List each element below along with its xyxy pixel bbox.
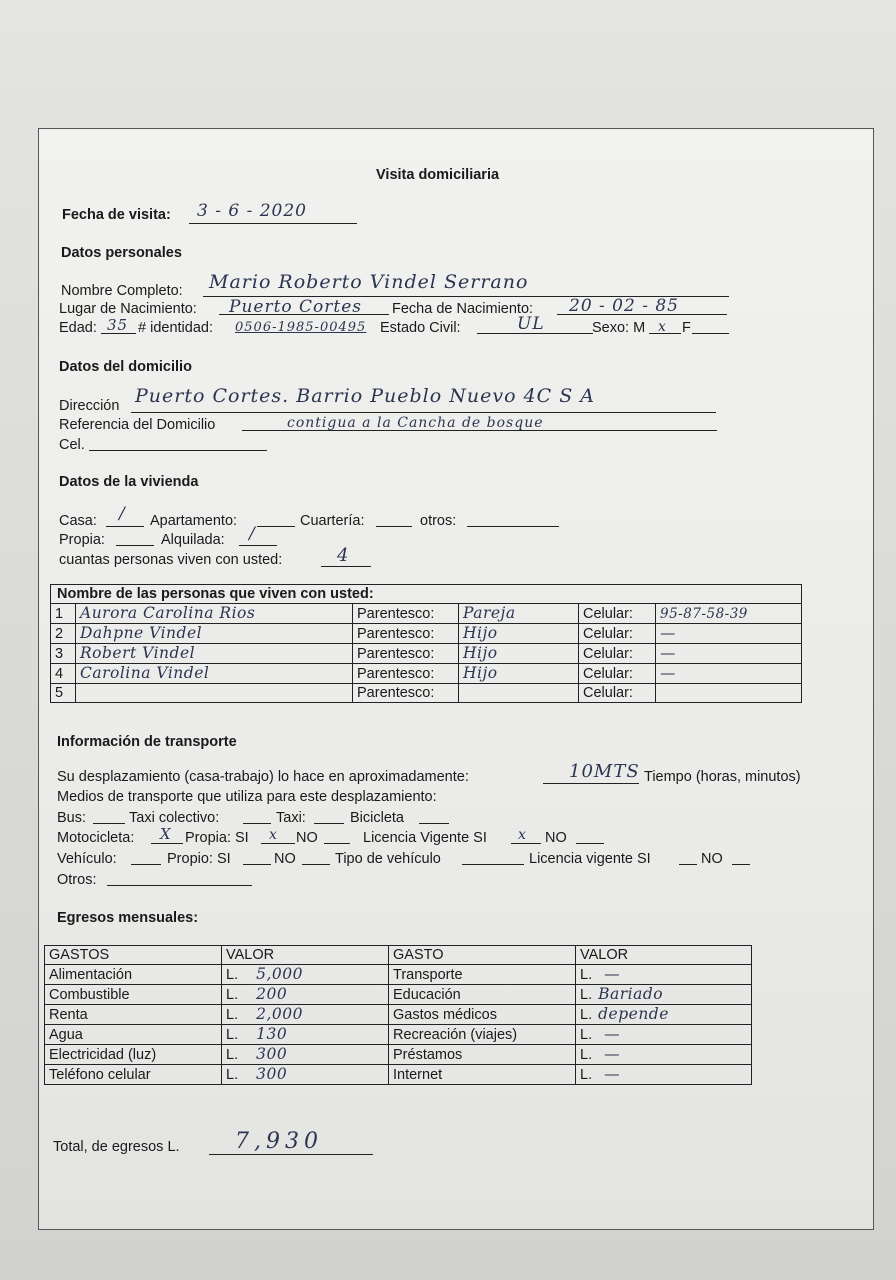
visit-date-underline bbox=[189, 223, 357, 224]
age-label: Edad: bbox=[59, 320, 97, 336]
expense-right-value[interactable]: Bariado bbox=[598, 985, 664, 1003]
section-domicile-heading: Datos del domicilio bbox=[59, 359, 192, 375]
people-table-header-row bbox=[51, 585, 802, 604]
col-valor2: VALOR bbox=[576, 946, 752, 965]
visit-date-label: Fecha de visita: bbox=[62, 207, 171, 223]
civil-label: Estado Civil: bbox=[380, 320, 461, 336]
col-valor: VALOR bbox=[222, 946, 389, 965]
currency: L. bbox=[580, 967, 593, 983]
row-number: 3 bbox=[51, 644, 76, 664]
otros-label: otros: bbox=[420, 513, 457, 529]
cel-underline bbox=[89, 450, 267, 451]
alquilada-mark[interactable]: / bbox=[249, 524, 256, 544]
table-row bbox=[51, 624, 802, 644]
currency: L. bbox=[580, 987, 593, 1003]
expense-left-value[interactable]: 300 bbox=[256, 1045, 288, 1063]
row-number: 2 bbox=[51, 624, 76, 644]
currency: L. bbox=[226, 1067, 239, 1083]
address-label: Dirección bbox=[59, 398, 120, 414]
currency: L. bbox=[226, 1027, 239, 1043]
taxi-underline bbox=[314, 823, 344, 824]
birthdate-label: Fecha de Nacimiento: bbox=[392, 301, 534, 317]
bicicleta-underline bbox=[419, 823, 449, 824]
bus-label: Bus: bbox=[57, 810, 87, 826]
vehiculo-underline bbox=[131, 864, 161, 865]
currency: L. bbox=[580, 1047, 593, 1063]
celular-label: Celular: bbox=[579, 644, 656, 664]
row-number: 5 bbox=[51, 684, 76, 703]
row-number: 1 bbox=[51, 604, 76, 624]
person-relation[interactable]: Pareja bbox=[463, 604, 516, 622]
expense-left-label: Combustible bbox=[45, 985, 222, 1005]
currency: L. bbox=[580, 1007, 593, 1023]
parentesco-label: Parentesco: bbox=[353, 644, 459, 664]
licencia2-underline bbox=[679, 864, 697, 865]
col-gastos: GASTOS bbox=[45, 946, 222, 965]
id-value[interactable]: 0506-1985-00495 bbox=[235, 320, 367, 335]
civil-value[interactable]: UL bbox=[517, 314, 545, 334]
expense-right-value[interactable]: — bbox=[604, 1025, 621, 1043]
licencia-mark[interactable]: x bbox=[518, 827, 527, 843]
person-name[interactable]: Robert Vindel bbox=[80, 644, 196, 662]
licencia2-no-underline bbox=[732, 864, 750, 865]
currency: L. bbox=[226, 1007, 239, 1023]
licencia-underline bbox=[511, 843, 541, 844]
apartamento-label: Apartamento: bbox=[150, 513, 238, 529]
taxi-colectivo-underline bbox=[243, 823, 271, 824]
table-row bbox=[45, 1025, 752, 1045]
moto-propia-label: Propia: SI bbox=[185, 830, 249, 846]
vehiculo-propio-label: Propio: SI bbox=[167, 851, 231, 867]
currency: L. bbox=[226, 1047, 239, 1063]
currency: L. bbox=[226, 987, 239, 1003]
person-name[interactable]: Aurora Carolina Rios bbox=[80, 604, 256, 622]
expense-right-label: Educación bbox=[389, 985, 576, 1005]
parentesco-label: Parentesco: bbox=[353, 684, 459, 703]
section-housing-heading: Datos de la vivienda bbox=[59, 474, 199, 490]
parentesco-label: Parentesco: bbox=[353, 664, 459, 684]
sex-f-underline bbox=[692, 333, 729, 334]
casa-label: Casa: bbox=[59, 513, 97, 529]
casa-underline bbox=[106, 526, 144, 527]
col-gasto: GASTO bbox=[389, 946, 576, 965]
moto-mark[interactable]: X bbox=[160, 825, 172, 843]
expenses-table bbox=[44, 945, 752, 1085]
alquilada-label: Alquilada: bbox=[161, 532, 225, 548]
reference-value[interactable]: contigua a la Cancha de bosque bbox=[287, 415, 544, 431]
row-number: 4 bbox=[51, 664, 76, 684]
moto-propia-mark[interactable]: x bbox=[269, 827, 278, 843]
table-row bbox=[45, 1045, 752, 1065]
transport-time-units: Tiempo (horas, minutos) bbox=[644, 769, 801, 785]
expense-right-value[interactable]: depende bbox=[598, 1005, 669, 1023]
tipo-vehiculo-label: Tipo de vehículo bbox=[335, 851, 441, 867]
expense-right-label: Transporte bbox=[389, 965, 576, 985]
otros-transport-label: Otros: bbox=[57, 872, 97, 888]
person-relation[interactable]: Hijo bbox=[463, 664, 498, 682]
expense-right-value[interactable]: — bbox=[604, 1045, 621, 1063]
total-value[interactable]: 7,930 bbox=[235, 1129, 323, 1154]
name-label: Nombre Completo: bbox=[61, 283, 183, 299]
bus-underline bbox=[93, 823, 125, 824]
total-label: Total, de egresos L. bbox=[53, 1139, 180, 1155]
moto-underline bbox=[151, 843, 183, 844]
birthplace-label: Lugar de Nacimiento: bbox=[59, 301, 197, 317]
sex-f-label: F bbox=[682, 320, 691, 336]
sex-mark[interactable]: x bbox=[658, 319, 667, 335]
sex-label: Sexo: M bbox=[592, 320, 646, 336]
expense-right-value[interactable]: — bbox=[604, 1065, 621, 1083]
tipo-vehiculo-underline bbox=[462, 864, 524, 865]
table-row bbox=[45, 1005, 752, 1025]
name-value[interactable]: Mario Roberto Vindel Serrano bbox=[209, 271, 529, 293]
person-name[interactable]: Dahpne Vindel bbox=[80, 624, 203, 642]
expense-right-label: Préstamos bbox=[389, 1045, 576, 1065]
transport-time-underline bbox=[543, 783, 639, 784]
table-row bbox=[45, 965, 752, 985]
licencia-no-underline bbox=[576, 843, 604, 844]
expense-left-label: Agua bbox=[45, 1025, 222, 1045]
table-row bbox=[51, 664, 802, 684]
people-table-header: Nombre de las personas que viven con usted: bbox=[51, 585, 802, 604]
address-value[interactable]: Puerto Cortes. Barrio Pueblo Nuevo 4C S A bbox=[135, 385, 595, 407]
currency: L. bbox=[226, 967, 239, 983]
expense-left-value[interactable]: 130 bbox=[256, 1025, 288, 1043]
transport-means-label: Medios de transporte que utiliza para este desplazamiento: bbox=[57, 789, 437, 805]
expense-left-label: Electricidad (luz) bbox=[45, 1045, 222, 1065]
expense-left-value[interactable]: 200 bbox=[256, 985, 288, 1003]
table-row bbox=[45, 985, 752, 1005]
person-relation[interactable]: Hijo bbox=[463, 644, 498, 662]
celular-label: Celular: bbox=[579, 664, 656, 684]
table-row bbox=[45, 1065, 752, 1085]
form-title: Visita domiciliaria bbox=[376, 167, 500, 183]
vehiculo-propio-underline bbox=[243, 864, 271, 865]
expenses-header-row bbox=[45, 946, 752, 965]
licencia2-label: Licencia vigente SI bbox=[529, 851, 651, 867]
expense-left-label: Alimentación bbox=[45, 965, 222, 985]
count-underline bbox=[321, 566, 371, 567]
table-row bbox=[51, 684, 802, 703]
person-phone[interactable]: 95-87-58-39 bbox=[660, 605, 748, 622]
vehiculo-no-label: NO bbox=[274, 851, 296, 867]
table-row bbox=[51, 604, 802, 624]
cuarteria-underline bbox=[376, 526, 412, 527]
expense-left-label: Teléfono celular bbox=[45, 1065, 222, 1085]
address-underline bbox=[131, 412, 716, 413]
otros-underline bbox=[467, 526, 559, 527]
count-value[interactable]: 4 bbox=[337, 545, 350, 566]
table-row bbox=[51, 644, 802, 664]
taxi-colectivo-label: Taxi colectivo: bbox=[129, 810, 220, 826]
moto-no-label: NO bbox=[296, 830, 318, 846]
transport-time-label: Su desplazamiento (casa-trabajo) lo hace en aproximadamente: bbox=[57, 769, 469, 785]
transport-time-value[interactable]: 10MTS bbox=[569, 761, 640, 782]
expense-left-value[interactable]: 300 bbox=[256, 1065, 288, 1083]
licencia-no-label: NO bbox=[545, 830, 567, 846]
licencia2-no-label: NO bbox=[701, 851, 723, 867]
expense-left-value[interactable]: 2,000 bbox=[256, 1005, 303, 1023]
alquilada-underline bbox=[239, 545, 277, 546]
expense-right-label: Recreación (viajes) bbox=[389, 1025, 576, 1045]
propia-underline bbox=[116, 545, 154, 546]
moto-no-underline bbox=[324, 843, 350, 844]
birthplace-value[interactable]: Puerto Cortes bbox=[229, 297, 363, 317]
total-underline bbox=[209, 1154, 373, 1155]
count-label: cuantas personas viven con usted: bbox=[59, 552, 283, 568]
age-value[interactable]: 35 bbox=[107, 316, 129, 334]
cel-label: Cel. bbox=[59, 437, 85, 453]
expense-right-value[interactable]: — bbox=[604, 965, 621, 983]
form-sheet bbox=[38, 128, 874, 1230]
expense-right-label: Internet bbox=[389, 1065, 576, 1085]
expense-left-label: Renta bbox=[45, 1005, 222, 1025]
parentesco-label: Parentesco: bbox=[353, 604, 459, 624]
reference-label: Referencia del Domicilio bbox=[59, 417, 216, 433]
person-phone[interactable]: — bbox=[660, 664, 676, 682]
moto-propia-underline bbox=[261, 843, 295, 844]
otros-transport-underline bbox=[107, 885, 252, 886]
celular-label: Celular: bbox=[579, 624, 656, 644]
casa-mark[interactable]: / bbox=[119, 504, 126, 524]
birthdate-value[interactable]: 20 - 02 - 85 bbox=[569, 296, 679, 316]
person-phone[interactable]: — bbox=[660, 624, 676, 642]
licencia-label: Licencia Vigente SI bbox=[363, 830, 487, 846]
bicicleta-label: Bicicleta bbox=[350, 810, 404, 826]
id-label: # identidad: bbox=[138, 320, 213, 336]
parentesco-label: Parentesco: bbox=[353, 624, 459, 644]
currency: L. bbox=[580, 1027, 593, 1043]
taxi-label: Taxi: bbox=[276, 810, 306, 826]
person-phone[interactable]: — bbox=[660, 644, 676, 662]
person-relation[interactable]: Hijo bbox=[463, 624, 498, 642]
propia-label: Propia: bbox=[59, 532, 105, 548]
cuarteria-label: Cuartería: bbox=[300, 513, 365, 529]
person-name[interactable]: Carolina Vindel bbox=[80, 664, 210, 682]
people-table bbox=[50, 584, 802, 703]
apartamento-underline bbox=[257, 526, 295, 527]
section-transport-heading: Información de transporte bbox=[57, 734, 237, 750]
section-expenses-heading: Egresos mensuales: bbox=[57, 910, 199, 926]
visit-date-value[interactable]: 3 - 6 - 2020 bbox=[197, 201, 307, 221]
celular-label: Celular: bbox=[579, 684, 656, 703]
expense-left-value[interactable]: 5,000 bbox=[256, 965, 303, 983]
moto-label: Motocicleta: bbox=[57, 830, 135, 846]
celular-label: Celular: bbox=[579, 604, 656, 624]
section-personal-heading: Datos personales bbox=[61, 245, 182, 261]
currency: L. bbox=[580, 1067, 593, 1083]
expense-right-label: Gastos médicos bbox=[389, 1005, 576, 1025]
vehiculo-no-underline bbox=[302, 864, 330, 865]
vehiculo-label: Vehículo: bbox=[57, 851, 117, 867]
